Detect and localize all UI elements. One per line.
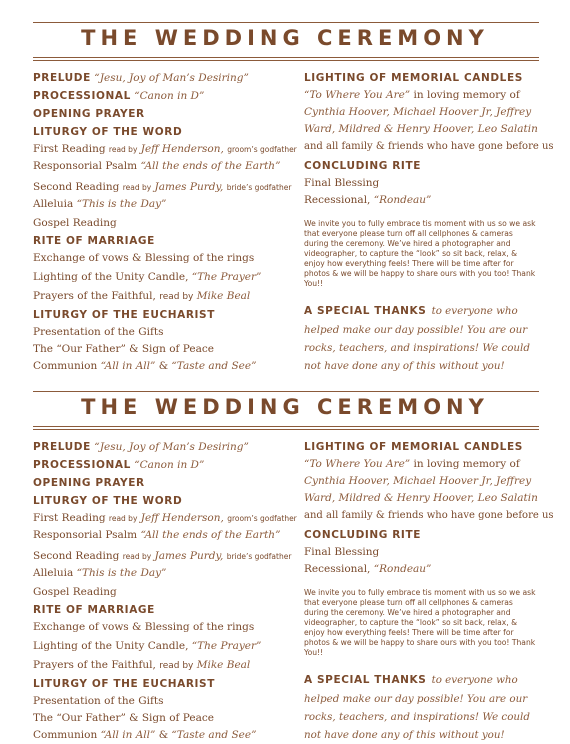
processional-title: “Canon in D” xyxy=(134,459,205,471)
left-column xyxy=(33,69,295,375)
first-reading xyxy=(33,141,295,158)
prelude-title: “Jesu, Joy of Man’s Desiring” xyxy=(94,72,249,84)
thanks-text: to everyone who helped make our day possible! You are our rocks, teachers, and inspirations! We could not have done any of this without you! xyxy=(304,305,530,372)
title-rule-bottom-double xyxy=(33,429,539,430)
psalm-title: “All the ends of the Earth” xyxy=(140,529,281,541)
memorial-names-1: Cynthia Hoover, Michael Hoover Jr, Jeffrey xyxy=(304,106,532,118)
processional-heading: PROCESSIONAL xyxy=(33,459,131,471)
gospel-reading: Gospel Reading xyxy=(33,586,117,598)
memorial-names-2: Ward, Mildred & Henry Hoover, Leo Salatin xyxy=(304,492,538,504)
memorial-song-line xyxy=(304,87,536,104)
prelude-heading: PRELUDE xyxy=(33,72,91,84)
vows-exchange: Exchange of vows & Blessing of the rings xyxy=(33,252,255,264)
unity-candle-label: Lighting of the Unity Candle, xyxy=(33,271,189,283)
second-reading-role: bride’s godfather xyxy=(226,183,292,192)
first-reading-readby: read by xyxy=(108,145,138,154)
memorial-song-line xyxy=(304,456,536,473)
prayers-reader: Mike Beal xyxy=(196,290,251,302)
phone-notice: We invite you to fully embrace tis moment with us so we ask that everyone please turn off all cellphones & cameras during the ceremony. We’ve hired a photographer and videographer, to capture the “look” so sit back, relax, & enjoy how everything feels! There will be time after for photos & we will be happy to share ours with you too! Thank You!! xyxy=(304,588,536,657)
memorial-song: “To Where You Are” xyxy=(304,458,411,470)
memorial-in-memory: in loving memory of xyxy=(413,89,520,101)
title-rule-bottom xyxy=(33,57,539,58)
communion-song-2: “Taste and See” xyxy=(171,729,257,741)
recessional-label: Recessional, xyxy=(304,563,371,575)
page-title: THE WEDDING CEREMONY xyxy=(81,26,489,50)
prayers-faithful xyxy=(33,288,295,306)
prayers-label: Prayers of the Faithful, xyxy=(33,659,156,671)
thanks-heading: A SPECIAL THANKS xyxy=(304,674,427,686)
communion-amp: & xyxy=(158,729,169,741)
thanks-heading: A SPECIAL THANKS xyxy=(304,305,427,317)
communion xyxy=(33,727,295,744)
alleluia xyxy=(33,565,295,582)
liturgy-word-heading: LITURGY OF THE WORD xyxy=(33,495,183,507)
liturgy-eucharist-heading: LITURGY OF THE EUCHARIST xyxy=(33,309,215,321)
alleluia xyxy=(33,196,295,213)
concluding-heading: CONCLUDING RITE xyxy=(304,160,421,172)
recessional-label: Recessional, xyxy=(304,194,371,206)
left-column xyxy=(33,438,295,744)
prelude-heading: PRELUDE xyxy=(33,441,91,453)
vows-exchange: Exchange of vows & Blessing of the rings xyxy=(33,621,255,633)
phone-notice: We invite you to fully embrace tis moment with us so we ask that everyone please turn off all cellphones & cameras during the ceremony. We’ve hired a photographer and videographer, to capture the “look” so sit back, relax, & enjoy how everything feels! There will be time after for photos & we will be happy to share ours with you too! Thank You!! xyxy=(304,219,536,288)
memorial-names-1: Cynthia Hoover, Michael Hoover Jr, Jeffrey xyxy=(304,475,532,487)
second-reading-role: bride’s godfather xyxy=(226,552,292,561)
special-thanks xyxy=(304,670,536,743)
psalm-label: Responsorial Psalm xyxy=(33,160,138,172)
opening-prayer-heading: OPENING PRAYER xyxy=(33,477,145,489)
second-reading-readby: read by xyxy=(122,552,152,561)
presentation-gifts: Presentation of the Gifts xyxy=(33,695,164,707)
first-reading-label: First Reading xyxy=(33,512,106,524)
final-blessing: Final Blessing xyxy=(304,546,380,558)
unity-candle-label: Lighting of the Unity Candle, xyxy=(33,640,189,652)
first-reading-reader: Jeff Henderson, xyxy=(140,512,224,524)
alleluia-label: Alleluia xyxy=(33,198,74,210)
title-rule-bottom-double xyxy=(33,60,539,61)
title-rule-top xyxy=(33,22,539,23)
recessional-song: “Rondeau” xyxy=(373,563,432,575)
memorial-others: and all family & friends who have gone before us xyxy=(304,141,554,152)
second-reading-reader: James Purdy, xyxy=(154,181,224,193)
recessional-song: “Rondeau” xyxy=(373,194,432,206)
rite-marriage-heading: RITE OF MARRIAGE xyxy=(33,604,155,616)
prayers-faithful xyxy=(33,657,295,675)
title-rule-top xyxy=(33,391,539,392)
communion-song-1: “All in All” xyxy=(100,360,156,372)
psalm-label: Responsorial Psalm xyxy=(33,529,138,541)
final-blessing: Final Blessing xyxy=(304,177,380,189)
title-rule-bottom xyxy=(33,426,539,427)
communion-song-1: “All in All” xyxy=(100,729,156,741)
memorial-names-2: Ward, Mildred & Henry Hoover, Leo Salatin xyxy=(304,123,538,135)
unity-candle xyxy=(33,638,295,655)
second-reading-reader: James Purdy, xyxy=(154,550,224,562)
communion-song-2: “Taste and See” xyxy=(171,360,257,372)
prayers-label: Prayers of the Faithful, xyxy=(33,290,156,302)
right-column xyxy=(304,438,554,743)
alleluia-label: Alleluia xyxy=(33,567,74,579)
liturgy-word-heading: LITURGY OF THE WORD xyxy=(33,126,183,138)
responsorial-psalm xyxy=(33,527,295,544)
thanks-text: to everyone who helped make our day possible! You are our rocks, teachers, and inspirations! We could not have done any of this without you! xyxy=(304,674,530,741)
concluding-heading: CONCLUDING RITE xyxy=(304,529,421,541)
first-reading xyxy=(33,510,295,527)
presentation-gifts: Presentation of the Gifts xyxy=(33,326,164,338)
unity-candle-song: “The Prayer” xyxy=(191,271,262,283)
first-reading-readby: read by xyxy=(108,514,138,523)
liturgy-eucharist-heading: LITURGY OF THE EUCHARIST xyxy=(33,678,215,690)
second-reading-label: Second Reading xyxy=(33,181,120,193)
special-thanks xyxy=(304,301,536,374)
opening-prayer-heading: OPENING PRAYER xyxy=(33,108,145,120)
program-bottom xyxy=(0,369,570,741)
recessional xyxy=(304,561,536,578)
unity-candle xyxy=(33,269,295,286)
first-reading-reader: Jeff Henderson, xyxy=(140,143,224,155)
processional-line xyxy=(33,87,295,105)
second-reading xyxy=(33,179,295,196)
second-reading xyxy=(33,548,295,565)
responsorial-psalm xyxy=(33,158,295,175)
first-reading-role: groom’s godfather xyxy=(227,145,297,154)
prelude-line xyxy=(33,438,295,456)
page-title: THE WEDDING CEREMONY xyxy=(81,395,489,419)
alleluia-title: “This is the Day” xyxy=(76,198,167,210)
communion-label: Communion xyxy=(33,360,98,372)
second-reading-readby: read by xyxy=(122,183,152,192)
prayers-readby: read by xyxy=(159,292,194,302)
gospel-reading: Gospel Reading xyxy=(33,217,117,229)
memorial-song: “To Where You Are” xyxy=(304,89,411,101)
prelude-title: “Jesu, Joy of Man’s Desiring” xyxy=(94,441,249,453)
recessional xyxy=(304,192,536,209)
right-column xyxy=(304,69,554,374)
processional-heading: PROCESSIONAL xyxy=(33,90,131,102)
first-reading-label: First Reading xyxy=(33,143,106,155)
second-reading-label: Second Reading xyxy=(33,550,120,562)
prayers-readby: read by xyxy=(159,661,194,671)
processional-line xyxy=(33,456,295,474)
psalm-title: “All the ends of the Earth” xyxy=(140,160,281,172)
prayers-reader: Mike Beal xyxy=(196,659,251,671)
memorial-others: and all family & friends who have gone before us xyxy=(304,510,554,521)
our-father: The “Our Father” & Sign of Peace xyxy=(33,712,214,724)
memorial-heading: LIGHTING OF MEMORIAL CANDLES xyxy=(304,441,523,453)
first-reading-role: groom’s godfather xyxy=(227,514,297,523)
communion-label: Communion xyxy=(33,729,98,741)
rite-marriage-heading: RITE OF MARRIAGE xyxy=(33,235,155,247)
memorial-in-memory: in loving memory of xyxy=(413,458,520,470)
memorial-heading: LIGHTING OF MEMORIAL CANDLES xyxy=(304,72,523,84)
unity-candle-song: “The Prayer” xyxy=(191,640,262,652)
alleluia-title: “This is the Day” xyxy=(76,567,167,579)
communion-amp: & xyxy=(158,360,169,372)
processional-title: “Canon in D” xyxy=(134,90,205,102)
our-father: The “Our Father” & Sign of Peace xyxy=(33,343,214,355)
prelude-line xyxy=(33,69,295,87)
